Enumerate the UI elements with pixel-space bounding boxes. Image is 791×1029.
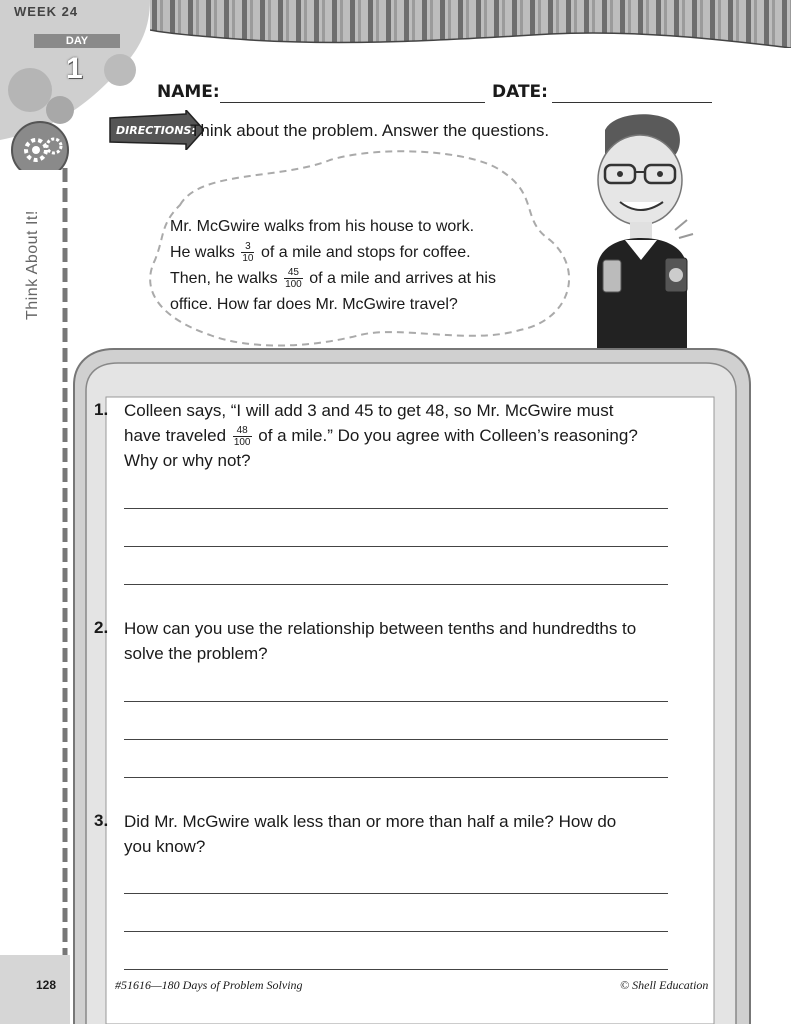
fraction-45-100: $\frac{45}{100}$	[285, 267, 302, 291]
answer-line[interactable]	[124, 968, 668, 970]
directions-text: Think about the problem. Answer the questions.	[190, 121, 550, 140]
week-label: WEEK 24	[14, 4, 79, 19]
directions-tag: DIRECTIONS:	[116, 124, 196, 137]
question-2-text: How can you use the relationship between tenths and hundredths to solve the problem?	[124, 619, 637, 663]
header-banner	[150, 0, 791, 48]
answer-line[interactable]	[124, 892, 668, 894]
problem-line-1: Mr. McGwire walks from his house to work.	[170, 218, 475, 235]
side-label: Think About It!	[24, 210, 41, 320]
answer-line[interactable]	[124, 930, 668, 932]
question-2-number: 2.	[94, 618, 109, 637]
problem-line-4: office. How far does Mr. McGwire travel?	[170, 296, 458, 313]
page-number: 128	[36, 978, 57, 992]
character-illustration	[575, 110, 715, 350]
fraction-48-100: $\frac{48}{100}$	[233, 425, 251, 449]
date-label: DATE:	[492, 82, 548, 102]
answer-line[interactable]	[124, 700, 668, 702]
day-number: 1	[66, 52, 83, 85]
answer-line[interactable]	[124, 776, 668, 778]
day-label: DAY	[34, 34, 120, 48]
question-3-text: Did Mr. McGwire walk less than or more than half a mile? How do you know?	[124, 812, 617, 856]
answer-line[interactable]	[124, 545, 668, 547]
answer-line[interactable]	[124, 507, 668, 509]
problem-line-3: Then, he walks $\frac{45}{100}$ of a mile and arrives at his	[170, 267, 496, 291]
problem-line-2: He walks $\frac{3}{10}$ of a mile and stops for coffee.	[170, 241, 471, 265]
book-title: #51616—180 Days of Problem Solving	[115, 978, 303, 992]
question-1-text: Colleen says, “I will add 3 and 45 to get 48, so Mr. McGwire must have traveled $\frac{48}{100}$ of a mile.” Do you agree with Colleen’s reasoning? Why or why not?	[124, 401, 638, 471]
question-1-number: 1.	[94, 400, 109, 419]
question-3-number: 3.	[94, 811, 109, 830]
footer-corner	[0, 955, 70, 1024]
problem-text	[170, 214, 550, 318]
name-field[interactable]	[220, 84, 485, 103]
gear-icon	[20, 132, 66, 168]
answer-line[interactable]	[124, 583, 668, 585]
fraction-3-10: $\frac{3}{10}$	[242, 241, 254, 265]
date-field[interactable]	[552, 84, 712, 103]
publisher: © Shell Education	[620, 978, 709, 992]
name-label: NAME:	[157, 82, 220, 102]
answer-line[interactable]	[124, 738, 668, 740]
